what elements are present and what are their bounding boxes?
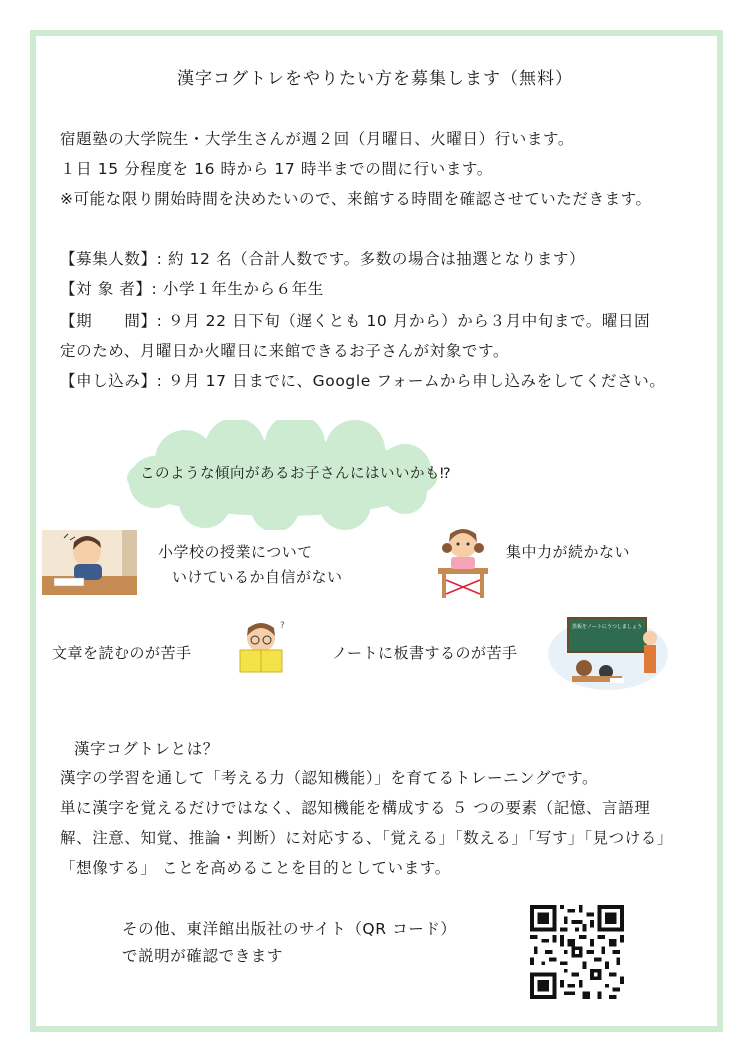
page-title: 漢字コグトレをやりたい方を募集します（無料） — [177, 69, 573, 89]
cloud-caption: このような傾向があるお子さんにはいいかも⁉ — [140, 466, 452, 482]
about-line-4: 「想像する」 ことを高めることを目的としています。 — [60, 859, 451, 877]
detail-recruit-count: 【募集人数】: 約 12 名（合計人数です。多数の場合は抽選となります） — [60, 250, 586, 268]
about-line-1: 漢字の学習を通して「考える力（認知機能）」を育てるトレーニングです。 — [60, 769, 599, 787]
classroom-blackboard-illustration — [548, 612, 670, 690]
footer-line-2: で説明が確認できます — [122, 947, 284, 965]
worried-boy-illustration — [42, 530, 137, 595]
about-heading: 漢字コグトレとは？ — [74, 740, 219, 758]
detail-target: 【対 象 者】: 小学１年生から６年生 — [60, 280, 324, 298]
detail-period-cont: 定のため、月曜日か火曜日に来館できるお子さんが対象です。 — [60, 342, 509, 360]
detail-application: 【申し込み】: ９月 17 日までに、Google フォームから申し込みをしてください。 — [60, 372, 666, 390]
trait-class-confidence-line2: いけているか自信がない — [172, 568, 343, 586]
svg-text:?: ? — [280, 621, 285, 631]
blackboard-text: 黒板をノートにうつしましょう — [572, 624, 642, 630]
intro-line-2: １日 15 分程度を 16 時から 17 時半までの間に行います。 — [60, 160, 493, 178]
trait-concentration: 集中力が続かない — [506, 543, 631, 561]
qr-code[interactable] — [530, 905, 624, 999]
about-line-2: 単に漢字を覚えるだけではなく、認知機能を構成する ５ つの要素（記憶、言語理 — [60, 799, 651, 817]
reading-boy-illustration — [230, 618, 292, 676]
intro-line-3: ※可能な限り開始時間を決めたいので、来館する時間を確認させていただきます。 — [60, 190, 652, 208]
about-line-3: 解、注意、知覚、推論・判断）に対応する、「覚える」「数える」「写す」「見つける」 — [60, 829, 674, 847]
trait-class-confidence-line1: 小学校の授業について — [158, 543, 313, 561]
footer-line-1: その他、東洋館出版社のサイト（QR コード） — [122, 920, 457, 938]
detail-period: 【期 間】: ９月 22 日下旬（遅くとも 10 月から）から３月中旬まで。曜日固 — [60, 312, 651, 330]
distracted-girl-illustration — [432, 522, 494, 600]
trait-note-copying: ノートに板書するのが苦手 — [332, 644, 518, 662]
intro-line-1: 宿題塾の大学院生・大学生さんが週２回（月曜日、火曜日）行います。 — [60, 130, 574, 148]
trait-reading: 文章を読むのが苦手 — [52, 644, 192, 662]
